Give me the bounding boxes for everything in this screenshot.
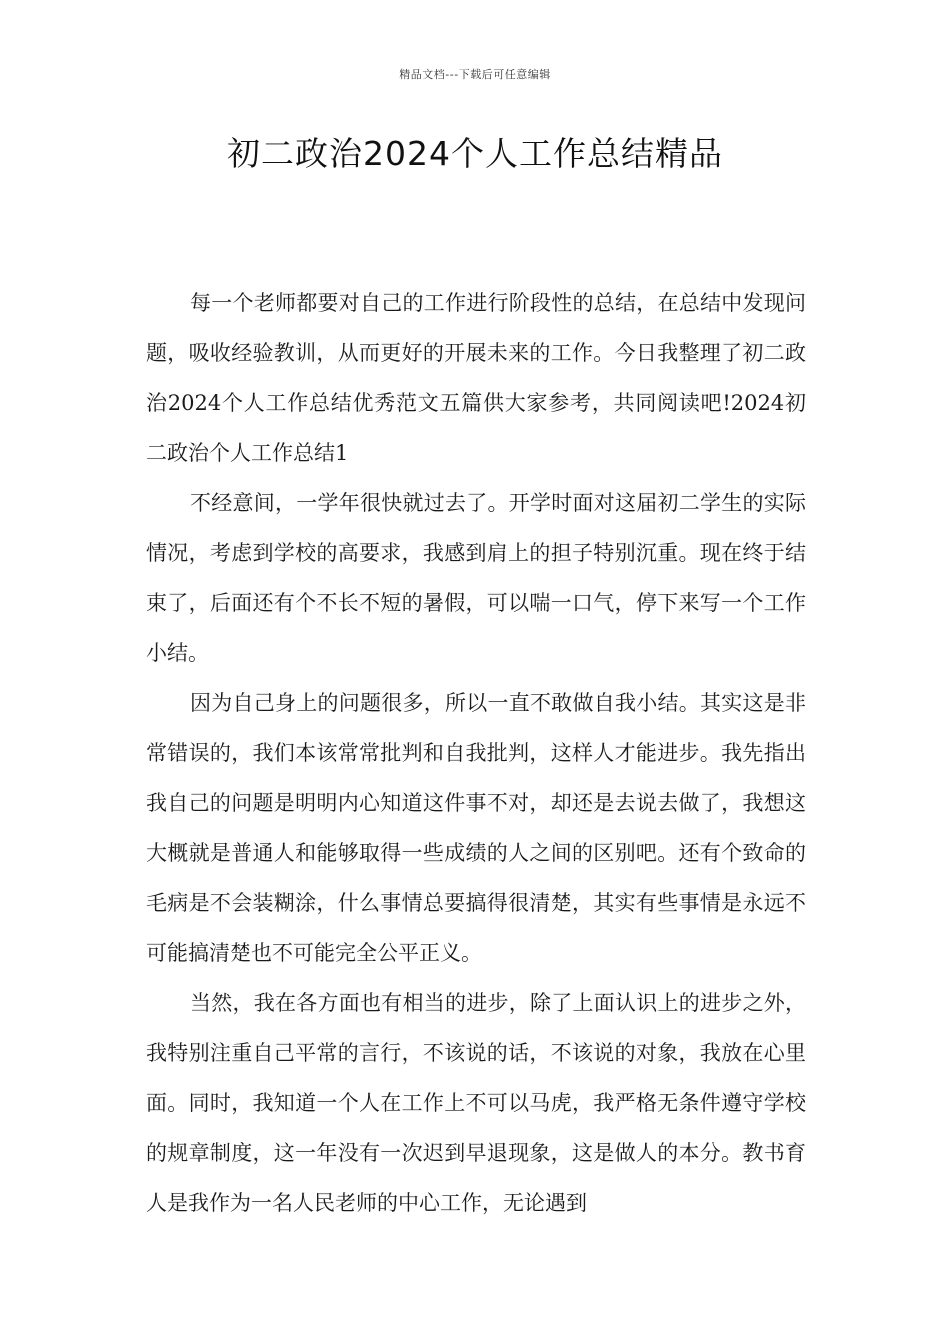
header-note: 精品文档---下载后可任意编辑: [399, 68, 551, 81]
paragraph-2: 不经意间，一学年很快就过去了。开学时面对这届初二学生的实际情况，考虑到学校的高要求，我感到肩上的担子特别沉重。现在终于结束了，后面还有个不长不短的暑假，可以喘一口气，停下来写一个工作小结。: [146, 491, 806, 665]
paragraph-3: 因为自己身上的问题很多，所以一直不敢做自我小结。其实这是非常错误的，我们本该常常批判和自我批判，这样人才能进步。我先指出我自己的问题是明明内心知道这件事不对，却还是去说去做了，我想这大概就是普通人和能够取得一些成绩的人之间的区别吧。还有个致命的毛病是不会装糊涂，什么事情总要搞得很清楚，其实有些事情是永远不可能搞清楚也不可能完全公平正义。: [146, 691, 806, 965]
document-title: 初二政治2024个人工作总结精品: [227, 134, 723, 173]
paragraph-1: 每一个老师都要对自己的工作进行阶段性的总结，在总结中发现问题，吸收经验教训，从而更好的开展未来的工作。今日我整理了初二政治2024个人工作总结优秀范文五篇供大家参考，共同阅读吧!2024初二政治个人工作总结1: [146, 291, 806, 465]
document-body: [146, 278, 806, 1228]
paragraph-4: 当然，我在各方面也有相当的进步，除了上面认识上的进步之外，我特别注重自己平常的言行，不该说的话，不该说的对象，我放在心里面。同时，我知道一个人在工作上不可以马虎，我严格无条件遵守学校的规章制度，这一年没有一次迟到早退现象，这是做人的本分。教书育人是我作为一名人民老师的中心工作，无论遇到: [146, 991, 806, 1215]
